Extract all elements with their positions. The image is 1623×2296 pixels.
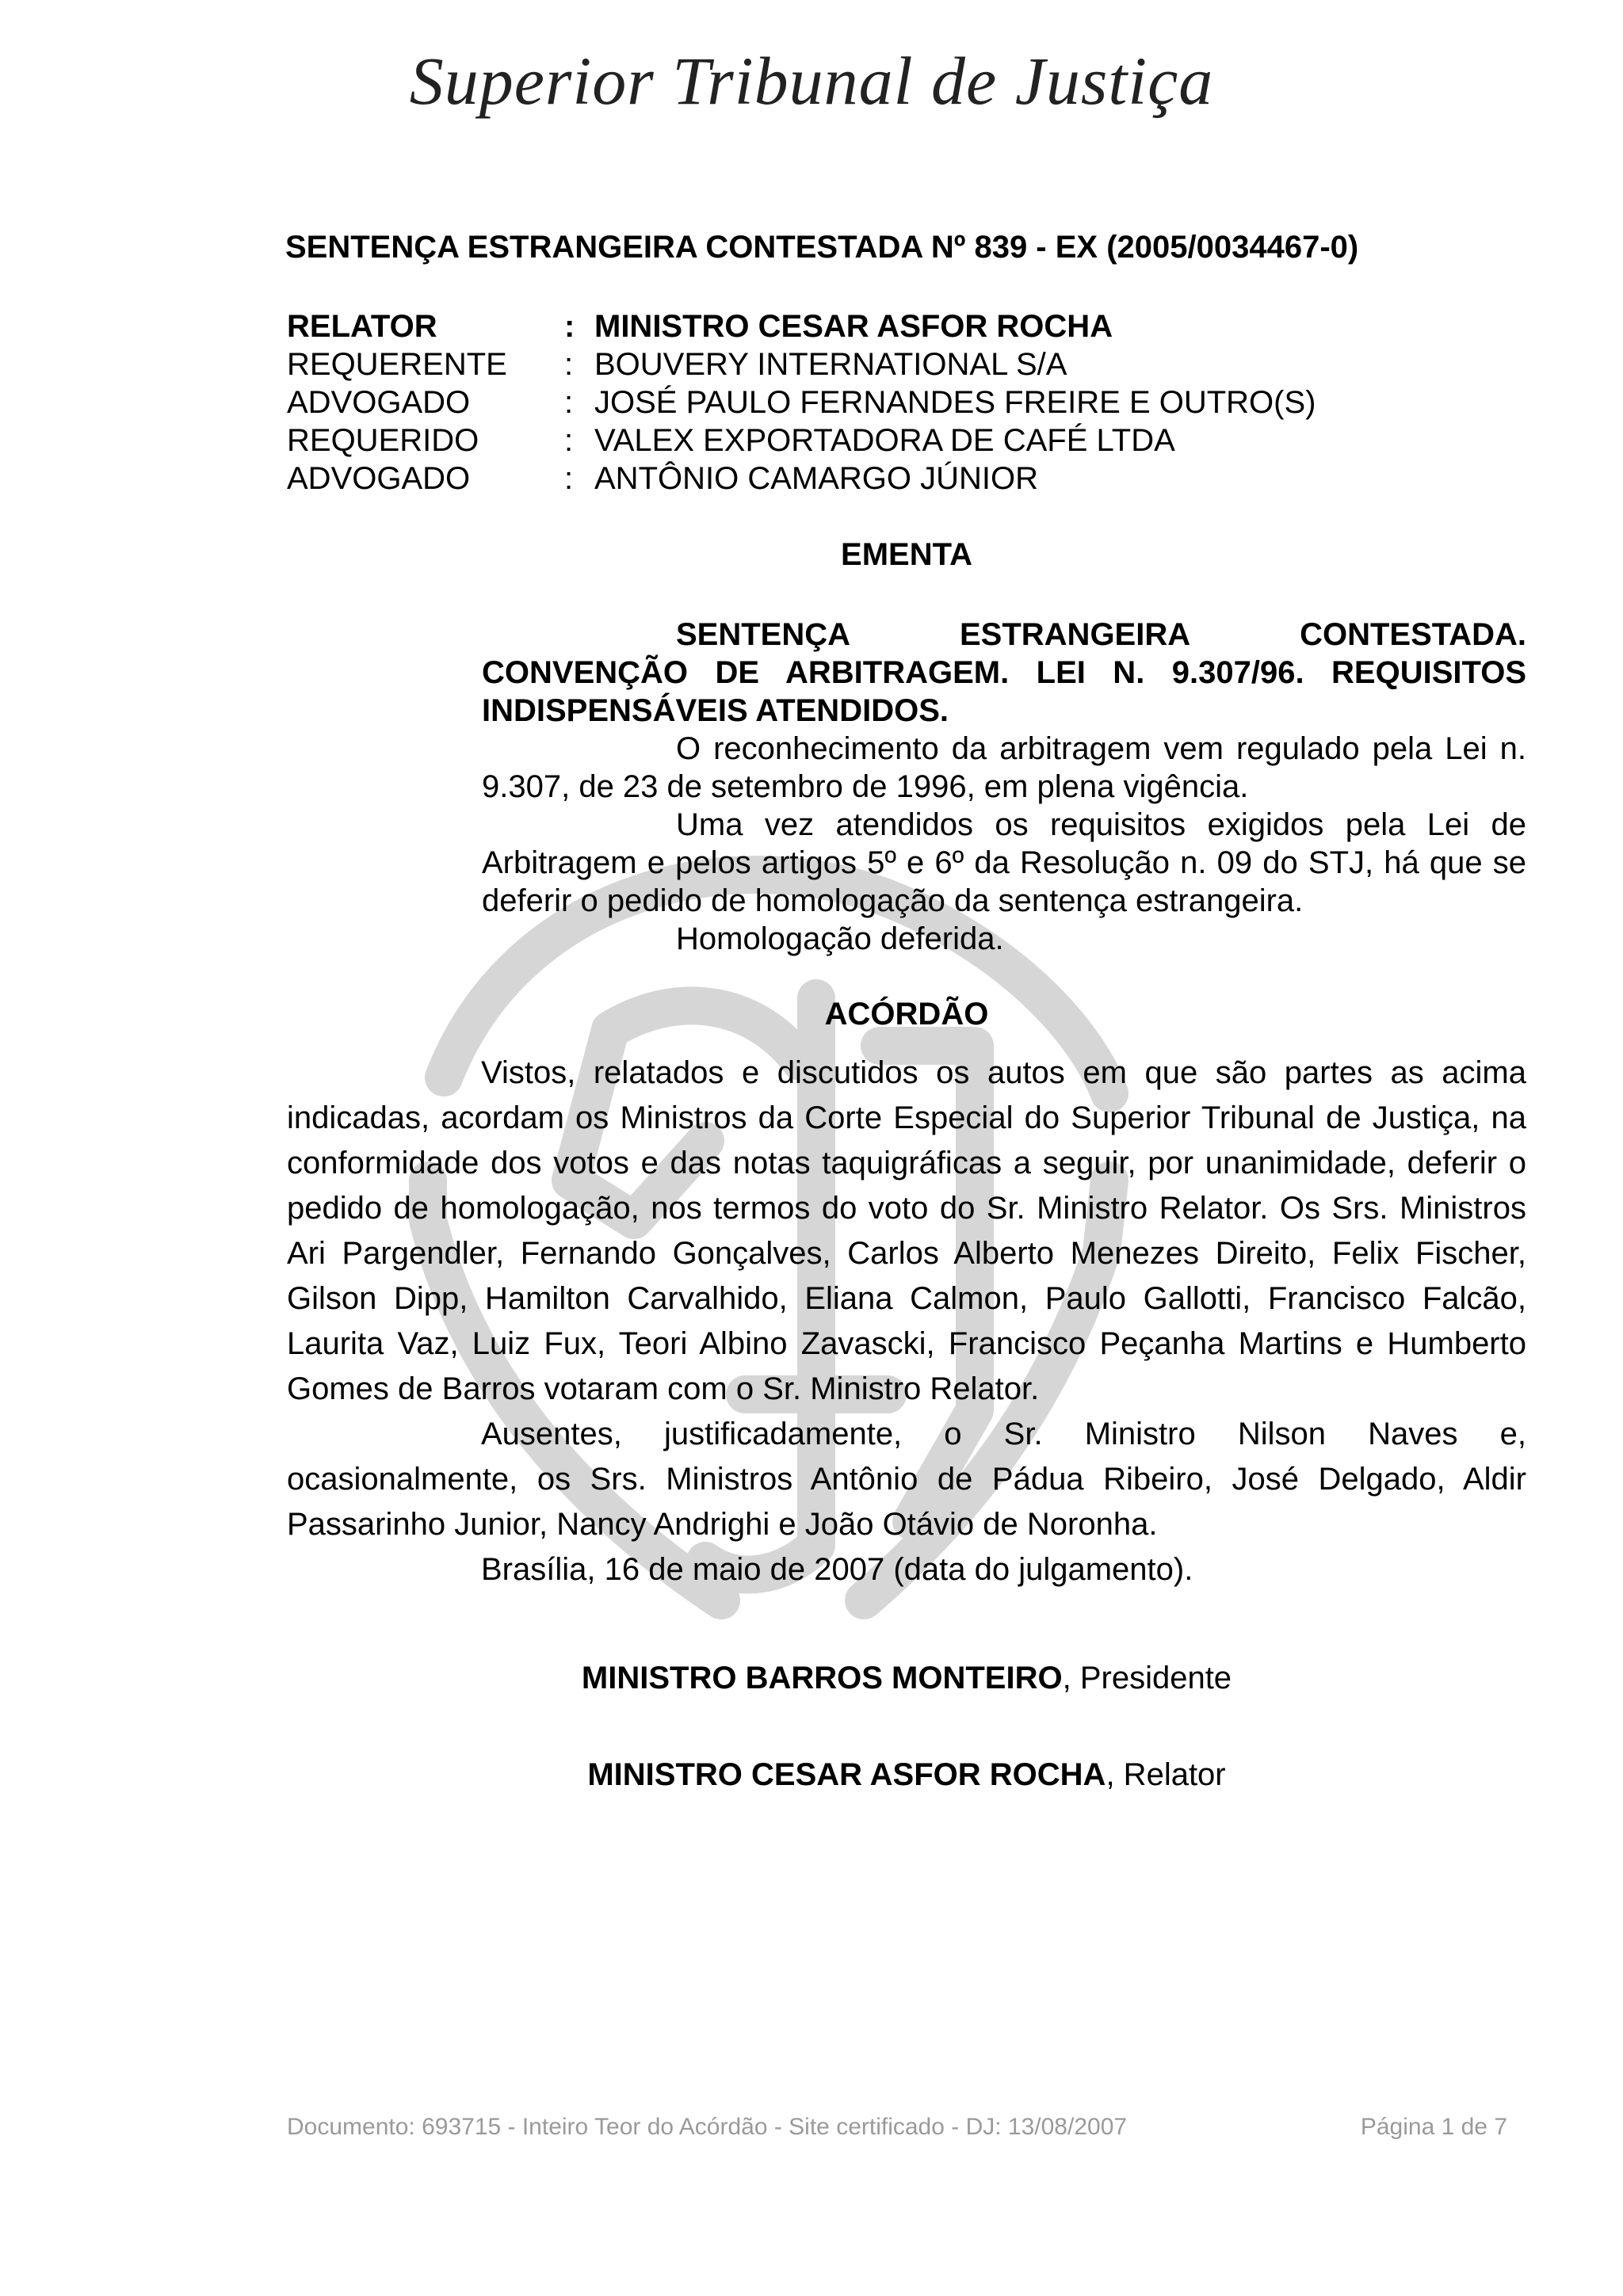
court-name-header: Superior Tribunal de Justiça xyxy=(409,43,1214,119)
footer-page-number: Página 1 de 7 xyxy=(1360,2114,1507,2140)
party-role: RELATOR xyxy=(287,309,437,344)
ementa-summary: SENTENÇA ESTRANGEIRA CONTESTADA. CONVENÇÃO DE ARBITRAGEM. LEI N. 9.307/96. REQUISITOS INDISPENSÁVEIS ATENDIDOS. xyxy=(482,617,1526,728)
party-row-advogado xyxy=(287,383,1316,421)
acordao-body xyxy=(287,1051,1526,1592)
ementa-body xyxy=(482,616,1526,958)
acordao-paragraph: Ausentes, justificadamente, o Sr. Ministro Nilson Naves e, ocasionalmente, os Srs. Ministros Antônio de Pádua Ribeiro, José Delgado, Aldir Passarinho Junior, Nancy Andrighi e João Otávio de Noronha. xyxy=(287,1417,1526,1542)
acordao-paragraph: Vistos, relatados e discutidos os autos em que são partes as acima indicadas, acordam os Ministros da Corte Especial do Superior Tribunal de Justiça, na conformidade dos votos e das notas taquigráficas a seguir, por unanimidade, deferir o pedido de homologação, nos termos do voto do Sr. Ministro Relator. Os Srs. Ministros Ari Pargendler, Fernando Gonçalves, Carlos Alberto Menezes Direito, Felix Fischer, Gilson Dipp, Hamilton Carvalhido, Eliana Calmon, Paulo Gallotti, Francisco Falcão, Laurita Vaz, Luiz Fux, Teori Albino Zavascki, Francisco Peçanha Martins e Humberto Gomes de Barros votaram com o Sr. Ministro Relator. xyxy=(287,1055,1526,1406)
signature-title: , Relator xyxy=(1106,1757,1226,1792)
party-separator: : xyxy=(564,385,574,420)
signature-relator xyxy=(0,1757,1623,1793)
signature-name: MINISTRO CESAR ASFOR ROCHA xyxy=(587,1757,1106,1792)
party-row-advogado-2 xyxy=(287,460,1316,498)
document-title: SENTENÇA ESTRANGEIRA CONTESTADA Nº 839 - EX (2005/0034467-0) xyxy=(285,230,1359,265)
signature-title: , Presidente xyxy=(1062,1661,1232,1695)
party-name: VALEX EXPORTADORA DE CAFÉ LTDA xyxy=(594,423,1175,458)
ementa-heading: EMENTA xyxy=(841,537,972,572)
party-row-requerente xyxy=(287,345,1316,383)
party-role: REQUERIDO xyxy=(287,423,479,458)
party-separator: : xyxy=(564,423,574,458)
party-row-relator xyxy=(287,307,1316,345)
acordao-heading: ACÓRDÃO xyxy=(824,997,989,1032)
judgment-date: Brasília, 16 de maio de 2007 (data do julgamento). xyxy=(481,1552,1193,1587)
ementa-paragraph: O reconhecimento da arbitragem vem regulado pela Lei n. 9.307, de 23 de setembro de 1996, em plena vigência. xyxy=(482,731,1526,804)
party-role: REQUERENTE xyxy=(287,347,507,382)
party-name: ANTÔNIO CAMARGO JÚNIOR xyxy=(594,461,1039,496)
party-separator: : xyxy=(564,461,574,496)
party-name: BOUVERY INTERNATIONAL S/A xyxy=(594,347,1067,382)
party-name: JOSÉ PAULO FERNANDES FREIRE E OUTRO(S) xyxy=(594,385,1316,420)
party-role: ADVOGADO xyxy=(287,461,471,496)
party-separator: : xyxy=(564,309,575,344)
signature-name: MINISTRO BARROS MONTEIRO xyxy=(581,1661,1063,1695)
party-row-requerido xyxy=(287,421,1316,460)
footer-document-info: Documento: 693715 - Inteiro Teor do Acórdão - Site certificado - DJ: 13/08/2007 xyxy=(287,2114,1128,2140)
signature-presidente xyxy=(0,1661,1623,1696)
ementa-paragraph: Homologação deferida. xyxy=(676,921,1004,956)
party-role: ADVOGADO xyxy=(287,385,471,420)
party-name: MINISTRO CESAR ASFOR ROCHA xyxy=(594,309,1113,344)
parties-list xyxy=(287,307,1316,498)
party-separator: : xyxy=(564,347,574,382)
ementa-paragraph: Uma vez atendidos os requisitos exigidos pela Lei de Arbitragem e pelos artigos 5º e 6º da Resolução n. 09 do STJ, há que se deferir o pedido de homologação da sentença estrangeira. xyxy=(482,807,1526,918)
